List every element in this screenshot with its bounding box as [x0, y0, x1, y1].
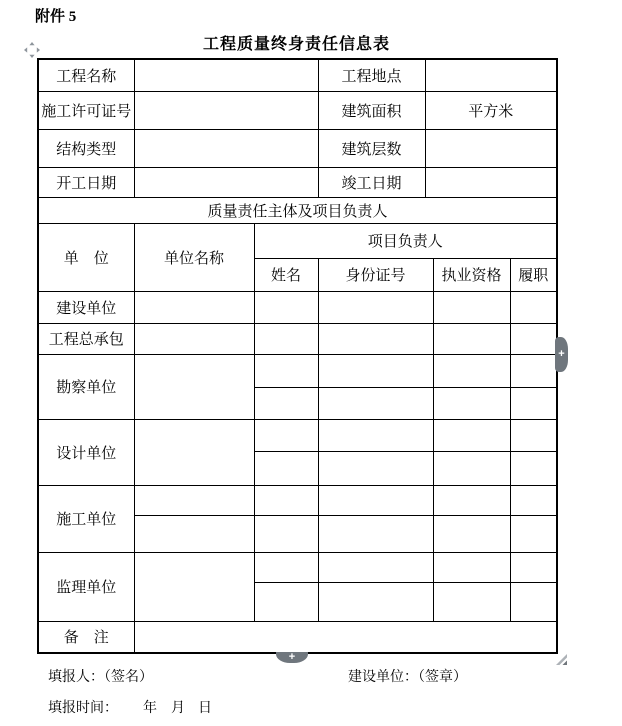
cell-input[interactable]	[433, 354, 510, 387]
page-title: 工程质量终身责任信息表	[202, 36, 390, 53]
section-header-quality-responsibility: 质量责任主体及项目负责人	[38, 197, 557, 223]
cell-input[interactable]	[510, 419, 557, 451]
cell-input[interactable]	[433, 451, 510, 485]
cell-input[interactable]	[510, 451, 557, 485]
cell-input[interactable]	[510, 387, 557, 419]
cell-input[interactable]	[318, 552, 433, 582]
footer-builder-label: 建设单位：（签章）	[348, 670, 467, 685]
cell-input[interactable]	[254, 515, 318, 552]
plus-icon: +	[288, 651, 296, 663]
info-row-project	[38, 59, 557, 91]
cell-input[interactable]	[510, 485, 557, 515]
col-header-qualification: 执业资格	[433, 258, 510, 291]
resize-icon	[556, 654, 567, 665]
cell-input[interactable]	[318, 451, 433, 485]
cell-input[interactable]	[134, 354, 254, 419]
cell-label-survey: 勘察单位	[38, 354, 134, 419]
add-handle-right[interactable]	[555, 337, 568, 372]
info-row-dates	[38, 167, 557, 197]
responsibility-form-table	[37, 58, 558, 654]
remark-row	[38, 621, 557, 653]
cell-input[interactable]	[254, 323, 318, 354]
cell-input[interactable]	[318, 515, 433, 552]
col-header-project-leader: 项目负责人	[254, 223, 557, 258]
cell-input[interactable]	[134, 485, 254, 515]
cell-input[interactable]	[510, 552, 557, 582]
cell-input[interactable]	[134, 515, 254, 552]
cell-input[interactable]	[433, 515, 510, 552]
cell-input[interactable]	[510, 354, 557, 387]
cell-input[interactable]	[254, 451, 318, 485]
footer-date-line	[48, 697, 212, 717]
cell-input[interactable]	[433, 552, 510, 582]
cell-label-construction-owner: 建设单位	[38, 291, 134, 323]
footer-filler-label: 填报人：（签名）	[48, 670, 153, 685]
cell-input[interactable]	[318, 354, 433, 387]
cell-label-permit-no: 施工许可证号	[38, 91, 134, 129]
cell-input-start-date[interactable]	[134, 167, 318, 197]
cell-input[interactable]	[254, 582, 318, 621]
cell-label-building-area: 建筑面积	[318, 91, 425, 129]
cell-input[interactable]	[318, 323, 433, 354]
attachment-label: 附件 5	[35, 9, 77, 25]
cell-input[interactable]	[433, 485, 510, 515]
cell-label-supervision: 监理单位	[38, 552, 134, 621]
cell-input-completion-date[interactable]	[425, 167, 557, 197]
cell-input[interactable]	[433, 582, 510, 621]
cell-input[interactable]	[510, 582, 557, 621]
cell-label-remark: 备 注	[38, 621, 134, 653]
col-header-name: 姓名	[254, 258, 318, 291]
cell-input[interactable]	[134, 291, 254, 323]
cell-input[interactable]	[433, 291, 510, 323]
cell-input[interactable]	[254, 291, 318, 323]
cell-input[interactable]	[254, 419, 318, 451]
cell-label-builder: 施工单位	[38, 485, 134, 552]
unit-row-survey	[38, 354, 557, 387]
cell-input[interactable]	[318, 485, 433, 515]
col-header-unit: 单 位	[38, 223, 134, 291]
table-resize-handle[interactable]	[556, 652, 567, 663]
cell-input[interactable]	[318, 291, 433, 323]
col-header-unit-name: 单位名称	[134, 223, 254, 291]
cell-input[interactable]	[510, 323, 557, 354]
cell-label-design: 设计单位	[38, 419, 134, 485]
info-row-structure-floors	[38, 129, 557, 167]
cell-input-project-name[interactable]	[134, 59, 318, 91]
section-header-row	[38, 197, 557, 223]
move-icon	[24, 42, 40, 58]
cell-input[interactable]	[433, 387, 510, 419]
cell-input[interactable]	[433, 323, 510, 354]
cell-input-structure-type[interactable]	[134, 129, 318, 167]
unit-row-general-contract	[38, 323, 557, 354]
matrix-header-row-1	[38, 223, 557, 258]
plus-icon: +	[558, 348, 565, 360]
unit-row-builder	[38, 485, 557, 515]
cell-input[interactable]	[254, 387, 318, 419]
cell-input[interactable]	[254, 354, 318, 387]
cell-input[interactable]	[318, 582, 433, 621]
cell-input[interactable]	[134, 552, 254, 621]
unit-row-design	[38, 419, 557, 451]
footer-date-year: 年	[143, 701, 157, 716]
table-move-handle[interactable]	[24, 42, 40, 58]
cell-input-floor-count[interactable]	[425, 129, 557, 167]
cell-input[interactable]	[134, 419, 254, 485]
info-row-permit-area	[38, 91, 557, 129]
add-handle-bottom[interactable]	[276, 652, 308, 663]
col-header-id-number: 身份证号	[318, 258, 433, 291]
cell-input-permit-no[interactable]	[134, 91, 318, 129]
cell-label-start-date: 开工日期	[38, 167, 134, 197]
cell-label-structure-type: 结构类型	[38, 129, 134, 167]
cell-input[interactable]	[510, 515, 557, 552]
col-header-duty: 履职	[510, 258, 557, 291]
cell-input[interactable]	[134, 323, 254, 354]
cell-label-general-contract: 工程总承包	[38, 323, 134, 354]
cell-input[interactable]	[254, 552, 318, 582]
unit-row-supervision	[38, 552, 557, 582]
footer-date-month: 月	[171, 701, 185, 716]
footer-date-day: 日	[198, 701, 212, 716]
cell-input[interactable]	[433, 419, 510, 451]
cell-label-completion-date: 竣工日期	[318, 167, 425, 197]
cell-input[interactable]	[510, 291, 557, 323]
unit-row-construction-owner	[38, 291, 557, 323]
cell-input-project-location[interactable]	[425, 59, 557, 91]
cell-label-floor-count: 建筑层数	[318, 129, 425, 167]
cell-input[interactable]	[254, 485, 318, 515]
cell-input-remark[interactable]	[134, 621, 557, 653]
cell-label-project-location: 工程地点	[318, 59, 425, 91]
cell-value-building-area[interactable]: 平方米	[425, 91, 557, 129]
footer-date-label: 填报时间：	[48, 701, 118, 716]
cell-input[interactable]	[318, 387, 433, 419]
cell-input[interactable]	[318, 419, 433, 451]
cell-label-project-name: 工程名称	[38, 59, 134, 91]
